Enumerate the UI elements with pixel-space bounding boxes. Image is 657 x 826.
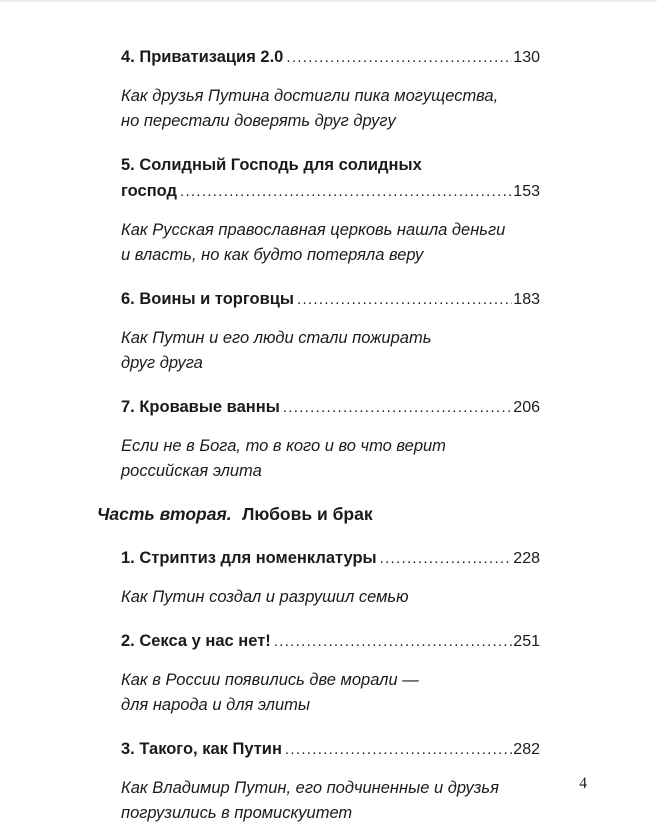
toc-entry-line [121,545,540,572]
toc-entry [121,44,540,134]
toc-entry [121,628,540,718]
description-line: для народа и для элиты [121,696,311,714]
toc-entry-description [121,218,540,268]
description-line: друг друга [121,354,203,372]
toc-entry-description [121,668,540,718]
toc-entry-line [121,286,540,313]
toc-entry-line [121,44,540,71]
dot-leader [285,737,512,763]
toc-entry-title: 7. Кровавые ванны [121,398,280,416]
toc-entry-line [121,736,540,763]
toc-entry-description [121,585,540,610]
toc-entry-title: 4. Приватизация 2.0 [121,48,284,66]
toc-part2-entries [97,545,540,826]
page-number: 4 [579,775,587,792]
dot-leader [180,179,512,205]
dot-leader [380,546,513,572]
part-heading-title: Любовь и брак [242,504,373,524]
toc-entry [121,152,540,268]
toc-entry [121,286,540,376]
toc-entry-line [121,394,540,421]
toc-entry [121,545,540,610]
description-line: Как Владимир Путин, его подчиненные и друзья [121,779,499,797]
toc-entry-page: 251 [513,633,540,650]
toc-entry-title: 6. Воины и торговцы [121,290,294,308]
toc-entry-title-first-line: 5. Солидный Господь для солидных [121,156,422,174]
description-line: Как Путин создал и разрушил семью [121,588,409,606]
description-line: но перестали доверять друг другу [121,112,396,130]
description-line: Как в России появились две морали — [121,671,419,689]
part-heading-number: Часть вторая. [97,504,232,524]
toc-entry-line [121,178,540,205]
toc-entry-title: господ [121,182,177,200]
toc-entry-line [121,628,540,655]
dot-leader [274,629,513,655]
toc-entry-description [121,434,540,484]
description-line: и власть, но как будто потеряла веру [121,246,424,264]
toc-entry-description [121,84,540,134]
toc-entry-description [121,326,540,376]
toc-entry-page: 206 [513,399,540,416]
description-line: Если не в Бога, то в кого и во что верит [121,437,446,455]
dot-leader [286,45,512,71]
toc-entry-title: 3. Такого, как Путин [121,740,282,758]
part-heading [97,502,540,526]
toc-entry-page: 228 [513,550,540,567]
description-line: Как друзья Путина достигли пика могущества, [121,87,499,105]
dot-leader [283,395,513,421]
toc-entry [121,394,540,484]
toc-entry-title: 1. Стриптиз для номенклатуры [121,549,377,567]
toc-entry-page: 282 [513,741,540,758]
toc-part1-entries [97,44,540,484]
toc-entry [121,736,540,826]
table-of-contents [97,44,540,826]
description-line: Как Путин и его люди стали пожирать [121,329,432,347]
toc-entry-page: 130 [513,49,540,66]
description-line: погрузились в промискуитет [121,804,353,822]
toc-entry-page: 183 [513,291,540,308]
toc-entry-description [121,776,540,826]
toc-entry-page: 153 [513,183,540,200]
dot-leader [297,287,512,313]
description-line: Как Русская православная церковь нашла деньги [121,221,506,239]
toc-entry-title: 2. Секса у нас нет! [121,632,271,650]
description-line: российская элита [121,462,262,480]
